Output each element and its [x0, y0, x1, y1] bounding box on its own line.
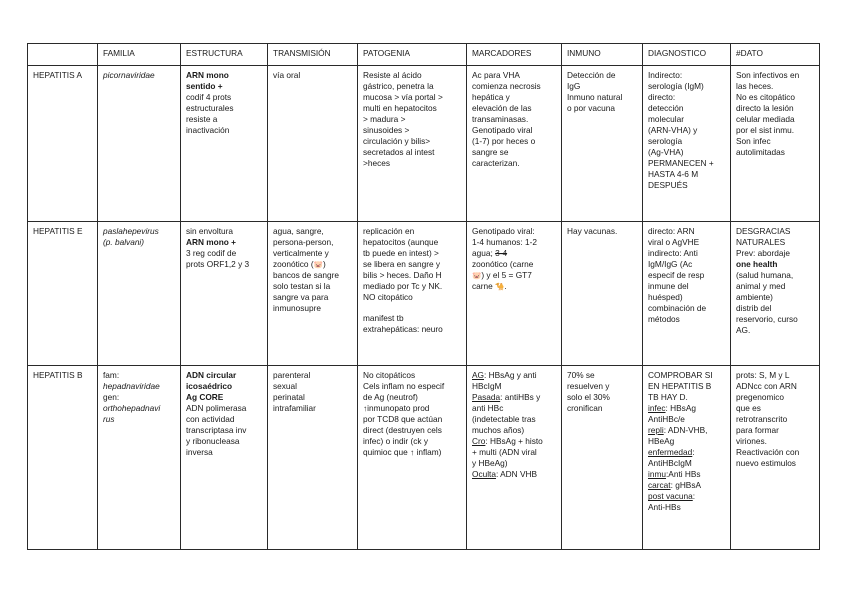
- diagnostico-line: PERMANECEN +: [648, 158, 714, 169]
- diagnostico-line: serología (IgM): [648, 81, 704, 92]
- hep-e-transmision: [268, 222, 358, 366]
- transmision-line: agua, sangre,: [273, 226, 324, 236]
- estructura-line: ARN mono: [186, 70, 229, 80]
- header-row: [28, 44, 820, 66]
- marcadores-text: anti HBc: [472, 403, 504, 414]
- familia-text: picornaviridae: [103, 70, 155, 80]
- dato-line: Reactivación con: [736, 447, 800, 458]
- marcadores-line: Ac para VHA: [472, 70, 520, 80]
- diagnostico-line: detección: [648, 103, 684, 114]
- dato-line: Son infec: [736, 136, 771, 147]
- hep-a-transmision: [268, 66, 358, 222]
- patogenia-line: replicación en: [363, 226, 415, 236]
- dato-line: one health: [736, 259, 778, 270]
- diagnostico-text: AntiHBcIgM: [648, 458, 692, 469]
- patogenia-line: se libera en sangre y: [363, 259, 441, 270]
- marcadores-label: Pasada: [472, 392, 501, 403]
- dato-line: nuevo estimulos: [736, 458, 796, 469]
- dato-line: ambiente): [736, 292, 773, 303]
- estructura-line: con actividad: [186, 414, 235, 425]
- familia-line: rus: [103, 414, 115, 425]
- diagnostico-line: IgM/IgG (Ac: [648, 259, 693, 270]
- transmision-line: [273, 259, 353, 270]
- header-dato: #DATO: [731, 44, 820, 66]
- diagnostico-text: :Anti HBs: [665, 469, 701, 480]
- estructura-line: sentido +: [186, 81, 223, 92]
- diagnostico-line: métodos: [648, 314, 680, 325]
- marcadores-line: Genotipado viral: [472, 125, 533, 136]
- patogenia-line: gástrico, penetra la: [363, 81, 434, 92]
- diagnostico-line: [648, 447, 726, 458]
- patogenia-line: Cels inflam no especif: [363, 381, 445, 392]
- marcadores-text: y HBeAg): [472, 458, 508, 469]
- patogenia-line: hepatocitos (aunque: [363, 237, 439, 248]
- marcadores-line: 1-4 humanos: 1-2: [472, 237, 538, 248]
- marcadores-fragment: ) y el 5 = GT7: [481, 270, 532, 281]
- patogenia-line: infec) o indir (ck y: [363, 436, 429, 447]
- diagnostico-text: : ADN-VHB,: [663, 425, 708, 436]
- row-hepatitis-a: [28, 66, 820, 222]
- estructura-line: ADN polimerasa: [186, 403, 247, 414]
- inmuno-line: solo el 30%: [567, 392, 610, 403]
- hep-e-familia: [98, 222, 181, 366]
- patogenia-line: direct (destruyen cels: [363, 425, 442, 436]
- diagnostico-text: :: [692, 491, 696, 502]
- hep-b-diagnostico: [643, 366, 731, 550]
- header-estructura: ESTRUCTURA: [181, 44, 268, 66]
- header-marcadores: MARCADORES: [467, 44, 562, 66]
- estructura-line: inactivación: [186, 125, 230, 136]
- patogenia-line: quimioc que ↑ inflam): [363, 447, 442, 458]
- marcadores-line: comienza necrosis: [472, 81, 541, 92]
- row-label-hepatitis-a: HEPATITIS A: [28, 66, 98, 222]
- transmision-line: parenteral: [273, 370, 311, 380]
- hep-e-marcadores: [467, 222, 562, 366]
- diagnostico-line: [648, 436, 726, 447]
- familia-line: (p. balvani): [103, 237, 145, 248]
- marcadores-text: : HBsAg + histo: [485, 436, 543, 447]
- marcadores-line: sangre se: [472, 147, 509, 158]
- diagnostico-text: : gHBsA: [670, 480, 702, 491]
- hep-b-marcadores: [467, 366, 562, 550]
- marcadores-line: [472, 447, 557, 458]
- patogenia-line: manifest tb: [363, 313, 404, 324]
- marcadores-fragment: .: [504, 281, 507, 292]
- marcadores-line: [472, 281, 557, 292]
- diagnostico-text: : HBsAg: [665, 403, 696, 414]
- inmuno-line: cronifican: [567, 403, 603, 414]
- dato-line: por el sist inmu.: [736, 125, 795, 136]
- hep-a-marcadores: [467, 66, 562, 222]
- hep-b-patogenia: [358, 366, 467, 550]
- dato-line: (salud humana,: [736, 270, 794, 281]
- diagnostico-line: HASTA 4-6 M: [648, 169, 699, 180]
- dato-line: Prev: abordaje: [736, 248, 790, 259]
- diagnostico-line: indirecto: Anti: [648, 248, 698, 259]
- dato-line: viriones.: [736, 436, 767, 447]
- header-diagnostico: DIAGNOSTICO: [643, 44, 731, 66]
- diagnostico-line: [648, 469, 726, 480]
- marcadores-text: : antiHBs y: [500, 392, 541, 403]
- hepatitis-table: [27, 43, 820, 550]
- diagnostico-line: [648, 502, 726, 513]
- hep-e-inmuno: [562, 222, 643, 366]
- hep-b-dato: [731, 366, 820, 550]
- diagnostico-line: Indirecto:: [648, 70, 683, 80]
- patogenia-line: >heces: [363, 158, 390, 169]
- inmuno-text: Hay vacunas.: [567, 226, 618, 236]
- inmuno-line: o por vacuna: [567, 103, 615, 114]
- diagnostico-line: [648, 370, 726, 381]
- transmision-fragment: zoonótico (: [273, 259, 314, 270]
- diagnostico-text: TB HAY D.: [648, 392, 688, 403]
- transmision-line: sangre va para: [273, 292, 329, 303]
- header-familia: FAMILIA: [98, 44, 181, 66]
- diagnostico-line: [648, 403, 726, 414]
- inmuno-line: IgG: [567, 81, 581, 92]
- diagnostico-text: EN HEPATITIS B: [648, 381, 712, 392]
- patogenia-line: ↑inmunopato prod: [363, 403, 430, 414]
- patogenia-line: mediado por Tc y NK.: [363, 281, 443, 292]
- diagnostico-line: directo: ARN: [648, 226, 695, 236]
- diagnostico-text: AntiHBc/e: [648, 414, 685, 425]
- marcadores-line: elevación de las: [472, 103, 532, 114]
- diagnostico-label: infec: [648, 403, 666, 414]
- diagnostico-label: carcat: [648, 480, 671, 491]
- marcadores-line: [472, 458, 557, 469]
- marcadores-line: transaminasas.: [472, 114, 529, 125]
- marcadores-line: [472, 392, 557, 403]
- estructura-line: 3 reg codif de: [186, 248, 237, 259]
- hep-a-dato: [731, 66, 820, 222]
- marcadores-line: [472, 370, 557, 381]
- diagnostico-line: directo:: [648, 92, 676, 103]
- marcadores-line: zoonótico (carne: [472, 259, 534, 270]
- transmision-line: persona-person,: [273, 237, 334, 248]
- marcadores-line: Genotipado viral:: [472, 226, 535, 236]
- estructura-line: icosaédrico: [186, 381, 233, 392]
- dato-line: Son infectivos en: [736, 70, 800, 80]
- header-patogenia: PATOGENIA: [358, 44, 467, 66]
- hep-a-familia: [98, 66, 181, 222]
- familia-line: hepadnaviridae: [103, 381, 160, 392]
- pig-icon: 🐷: [472, 271, 482, 281]
- patogenia-line: extrahepáticas: neuro: [363, 324, 443, 335]
- diagnostico-line: [648, 392, 726, 403]
- dato-line: directo la lesión: [736, 103, 794, 114]
- transmision-line: bancos de sangre: [273, 270, 339, 281]
- dato-line: pregenomico: [736, 392, 784, 403]
- estructura-line: prots ORF1,2 y 3: [186, 259, 250, 270]
- hep-b-familia: [98, 366, 181, 550]
- camel-icon: 🐪: [495, 282, 505, 292]
- hep-b-estructura: [181, 366, 268, 550]
- inmuno-line: 70% se: [567, 370, 595, 380]
- marcadores-line: [472, 403, 557, 414]
- estructura-line: Ag CORE: [186, 392, 224, 403]
- patogenia-line: sinusoides >: [363, 125, 410, 136]
- inmuno-line: resuelven y: [567, 381, 610, 392]
- diagnostico-text: COMPROBAR SI: [648, 370, 713, 380]
- row-label-hepatitis-b: HEPATITIS B: [28, 366, 98, 550]
- hep-b-transmision: [268, 366, 358, 550]
- dato-line: prots: S, M y L: [736, 370, 790, 380]
- dato-line: NATURALES: [736, 237, 786, 248]
- marcadores-line: [472, 425, 557, 436]
- diagnostico-line: viral o AgVHE: [648, 237, 700, 248]
- row-hepatitis-e: [28, 222, 820, 366]
- hep-a-diagnostico: [643, 66, 731, 222]
- dato-line: reservorio, curso: [736, 314, 798, 325]
- transmision-line: sexual: [273, 381, 297, 392]
- transmision-line: perinatal: [273, 392, 305, 403]
- transmision-line: inmunosupre: [273, 303, 321, 314]
- diagnostico-line: [648, 458, 726, 469]
- estructura-line: codif 4 prots: [186, 92, 232, 103]
- diagnostico-line: [648, 381, 726, 392]
- familia-line: gen:: [103, 392, 120, 403]
- patogenia-line: mucosa > vía portal >: [363, 92, 443, 103]
- diagnostico-line: [648, 491, 726, 502]
- marcadores-label: Cro: [472, 436, 486, 447]
- header-inmuno: INMUNO: [562, 44, 643, 66]
- diagnostico-line: especif de resp: [648, 270, 705, 281]
- transmision-line: intrafamiliar: [273, 403, 316, 414]
- hep-e-dato: [731, 222, 820, 366]
- header-empty: [28, 44, 98, 66]
- patogenia-line: secretados al intest: [363, 147, 435, 158]
- header-transmision: TRANSMISIÓN: [268, 44, 358, 66]
- diagnostico-label: enfermedad: [648, 447, 693, 458]
- diagnostico-text: Anti-HBs: [648, 502, 681, 513]
- dato-line: AG.: [736, 325, 751, 336]
- dato-line: distrib del: [736, 303, 772, 314]
- dato-line: DESGRACIAS: [736, 226, 791, 236]
- hep-e-patogenia: [358, 222, 467, 366]
- dato-line: celular mediada: [736, 114, 795, 125]
- inmuno-line: Detección de: [567, 70, 616, 80]
- patogenia-line: de Ag (neutrof): [363, 392, 418, 403]
- estructura-line: inversa: [186, 447, 213, 458]
- marcadores-fragment: carne: [472, 281, 493, 292]
- hep-b-inmuno: [562, 366, 643, 550]
- inmuno-line: Inmuno natural: [567, 92, 623, 103]
- marcadores-line: [472, 469, 557, 480]
- estructura-line: transcriptasa inv: [186, 425, 247, 436]
- dato-line: ADNcc con ARN: [736, 381, 797, 392]
- dato-line: para formar: [736, 425, 779, 436]
- marcadores-line: (1-7) por heces o: [472, 136, 536, 147]
- diagnostico-line: (Ag-VHA): [648, 147, 684, 158]
- marcadores-line: [472, 270, 557, 281]
- diagnostico-line: [648, 425, 726, 436]
- dato-line: No es citopático: [736, 92, 796, 103]
- dato-line: autolimitadas: [736, 147, 785, 158]
- patogenia-line: circulación y bilis>: [363, 136, 431, 147]
- marcadores-text: HBcIgM: [472, 381, 502, 392]
- marcadores-fragment: agua;: [472, 248, 493, 259]
- hep-e-diagnostico: [643, 222, 731, 366]
- row-label-hepatitis-e: HEPATITIS E: [28, 222, 98, 366]
- diagnostico-text: :: [692, 447, 695, 458]
- transmision-line: verticalmente y: [273, 248, 329, 259]
- marcadores-label: AG: [472, 370, 484, 380]
- marcadores-line: [472, 436, 557, 447]
- familia-line: paslahepevirus: [103, 226, 159, 236]
- hep-a-patogenia: [358, 66, 467, 222]
- diagnostico-label: post vacuna: [648, 491, 693, 502]
- transmision-fragment: ): [322, 259, 326, 270]
- diagnostico-line: DESPUÉS: [648, 180, 688, 191]
- marcadores-line: hepática y: [472, 92, 510, 103]
- patogenia-line: Resiste al ácido: [363, 70, 422, 80]
- estructura-line: y ribonucleasa: [186, 436, 240, 447]
- marcadores-line: caracterizan.: [472, 158, 520, 169]
- pig-icon: 🐷: [313, 260, 323, 270]
- diagnostico-line: [648, 480, 726, 491]
- patogenia-line: No citopáticos: [363, 370, 416, 380]
- dato-line: que es: [736, 403, 761, 414]
- estructura-line: ARN mono +: [186, 237, 237, 248]
- transmision-line: solo testan si la: [273, 281, 331, 292]
- marcadores-text: + multi (ADN viral: [472, 447, 537, 458]
- dato-line: animal y med: [736, 281, 786, 292]
- diagnostico-line: (ARN-VHA) y: [648, 125, 698, 136]
- patogenia-line: tb puede en intest) >: [363, 248, 439, 259]
- diagnostico-line: [648, 414, 726, 425]
- marcadores-text: : HBsAg y anti: [484, 370, 537, 380]
- diagnostico-line: huésped): [648, 292, 683, 303]
- patogenia-line: multi en hepatocitos: [363, 103, 437, 114]
- spacer: [363, 303, 462, 313]
- marcadores-strike: 3-4: [495, 248, 508, 259]
- marcadores-text: : ADN VHB: [495, 469, 538, 480]
- dato-line: las heces.: [736, 81, 774, 92]
- diagnostico-line: molecular: [648, 114, 684, 125]
- marcadores-line: [472, 381, 557, 392]
- patogenia-line: por TCD8 que actúan: [363, 414, 443, 425]
- hep-e-estructura: [181, 222, 268, 366]
- diagnostico-label: repli: [648, 425, 664, 436]
- marcadores-line: [472, 414, 557, 425]
- marcadores-text: (indetectable tras: [472, 414, 536, 425]
- patogenia-line: bilis > heces. Daño H: [363, 270, 442, 281]
- marcadores-label: Oculta: [472, 469, 496, 480]
- estructura-line: ADN circular: [186, 370, 237, 380]
- diagnostico-line: serología: [648, 136, 683, 147]
- diagnostico-line: combinación de: [648, 303, 707, 314]
- diagnostico-line: inmune del: [648, 281, 689, 292]
- familia-line: fam:: [103, 370, 120, 380]
- patogenia-line: > madura >: [363, 114, 406, 125]
- transmision-text: vía oral: [273, 70, 301, 80]
- marcadores-text: muchos años): [472, 425, 525, 436]
- hep-a-estructura: [181, 66, 268, 222]
- diagnostico-text: HBeAg: [648, 436, 675, 447]
- row-hepatitis-b: [28, 366, 820, 550]
- estructura-line: sin envoltura: [186, 226, 234, 236]
- diagnostico-label: inmu: [648, 469, 666, 480]
- dato-line: retrotranscrito: [736, 414, 788, 425]
- hep-a-inmuno: [562, 66, 643, 222]
- patogenia-line: NO citopático: [363, 292, 413, 303]
- marcadores-line: [472, 248, 557, 259]
- estructura-line: estructurales: [186, 103, 234, 114]
- estructura-line: resiste a: [186, 114, 218, 125]
- familia-line: orthohepadnavi: [103, 403, 161, 414]
